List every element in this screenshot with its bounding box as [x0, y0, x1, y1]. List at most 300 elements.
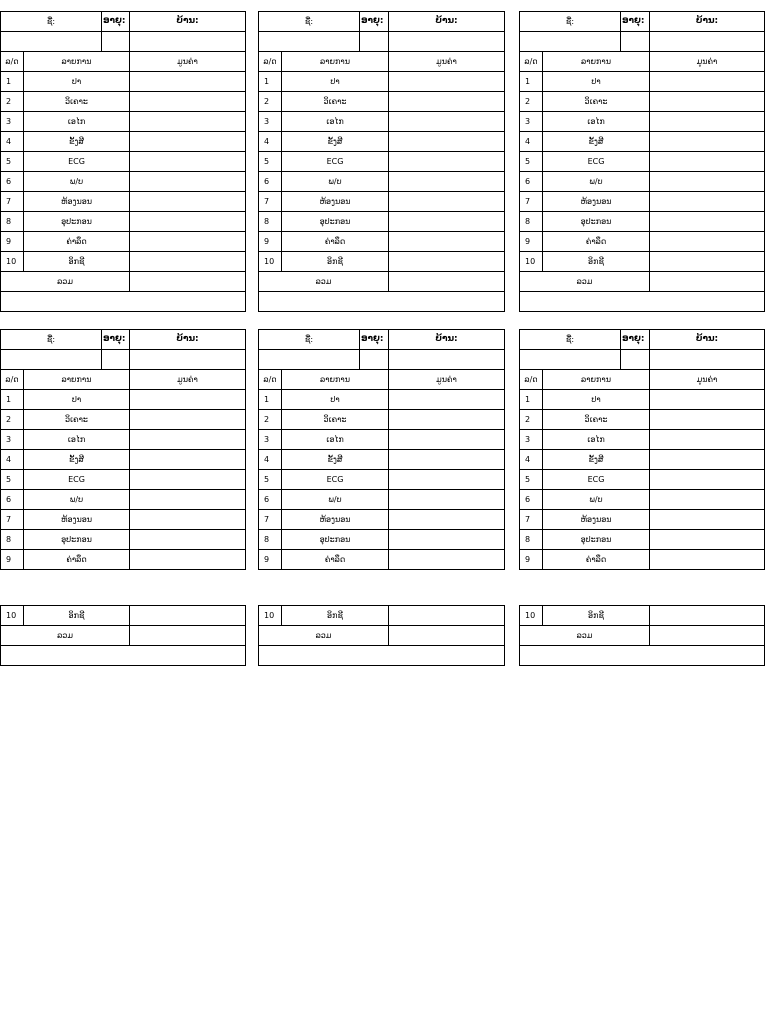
table-row [520, 410, 765, 430]
item-label: ພ/ບ [543, 490, 650, 510]
item-label: ເອໄກ [282, 430, 389, 450]
item-label: ວິເຄາະ [282, 410, 389, 430]
item-number: 10 [1, 252, 24, 272]
footer-blank [520, 292, 765, 312]
table-row [520, 152, 765, 172]
age-value [621, 32, 650, 52]
item-label: ECG [24, 470, 130, 490]
item-number: 1 [520, 390, 543, 410]
column-header-row [520, 370, 765, 390]
footer-blank-row [1, 646, 246, 666]
item-number: 1 [1, 72, 24, 92]
item-label: ECG [543, 470, 650, 490]
name-value [259, 350, 360, 370]
item-number: 5 [259, 470, 282, 490]
column-item: ລາຍການ [543, 370, 650, 390]
table-row [1, 470, 246, 490]
table-row [520, 252, 765, 272]
table-row [1, 212, 246, 232]
item-label: ວິເຄາະ [282, 92, 389, 112]
total-row [259, 272, 505, 292]
item-value [650, 152, 765, 172]
item-value [389, 410, 505, 430]
item-number: 2 [520, 410, 543, 430]
footer-blank [259, 292, 505, 312]
item-label: ຄ່າລຶດ [282, 550, 389, 570]
total-label: ລວມ [259, 272, 389, 292]
item-label: ເອໄກ [24, 430, 130, 450]
item-label: ເອໄກ [282, 112, 389, 132]
item-value [130, 530, 246, 550]
column-value: ມູນຄ່າ [389, 52, 505, 72]
column-item: ລາຍການ [24, 370, 130, 390]
column-no: ລ/ດ [1, 370, 24, 390]
table-row [259, 510, 505, 530]
item-value [650, 212, 765, 232]
column-header-row [259, 52, 505, 72]
receipt-form-5-continued [258, 605, 505, 666]
item-number: 4 [520, 132, 543, 152]
item-value [130, 410, 246, 430]
item-number: 8 [259, 530, 282, 550]
table-row [259, 490, 505, 510]
item-number: 9 [520, 232, 543, 252]
footer-blank [1, 292, 246, 312]
item-label: ຄ່າລຶດ [543, 550, 650, 570]
item-label: ວິເຄາະ [24, 410, 130, 430]
header-value-row [1, 32, 246, 52]
item-label: ECG [282, 470, 389, 490]
form-body [259, 12, 505, 312]
total-row [1, 272, 246, 292]
table-row [1, 112, 246, 132]
receipt-form-4 [0, 329, 246, 570]
item-number: 8 [520, 530, 543, 550]
item-label: ພ/ບ [282, 490, 389, 510]
item-value [130, 490, 246, 510]
item-number: 7 [520, 192, 543, 212]
item-value [130, 606, 246, 626]
age-label: ອາຍຸ: [360, 12, 389, 32]
item-value [130, 510, 246, 530]
item-value [650, 172, 765, 192]
item-label: ອຸປະກອນ [24, 212, 130, 232]
item-value [389, 390, 505, 410]
table-row [259, 112, 505, 132]
item-number: 4 [259, 132, 282, 152]
item-value [650, 510, 765, 530]
age-label: ອາຍຸ: [621, 330, 650, 350]
receipt-form-5 [258, 329, 505, 570]
item-label: ອຸປະກອນ [282, 212, 389, 232]
table-row [520, 490, 765, 510]
footer-blank-row [520, 646, 765, 666]
item-label: ອຸປະກອນ [543, 530, 650, 550]
item-number: 9 [259, 232, 282, 252]
table-row [520, 390, 765, 410]
table-row [520, 132, 765, 152]
table-row [1, 252, 246, 272]
item-number: 8 [520, 212, 543, 232]
item-number: 6 [1, 172, 24, 192]
item-value [389, 606, 505, 626]
item-label: ປາ [543, 72, 650, 92]
village-label: ບ້ານ: [389, 12, 505, 32]
item-value [389, 490, 505, 510]
footer-blank-row [259, 292, 505, 312]
item-value [389, 252, 505, 272]
footer-blank [259, 646, 505, 666]
item-value [389, 550, 505, 570]
item-label: ອິກຊີ [282, 606, 389, 626]
item-value [130, 152, 246, 172]
item-number: 9 [520, 550, 543, 570]
item-label: ອິກຊີ [543, 606, 650, 626]
item-number: 7 [520, 510, 543, 530]
item-number: 1 [259, 390, 282, 410]
item-number: 3 [520, 112, 543, 132]
form-body [520, 12, 765, 312]
item-value [130, 550, 246, 570]
total-value [130, 272, 246, 292]
table-row [520, 192, 765, 212]
header-row [520, 12, 765, 32]
table-row [1, 530, 246, 550]
item-label: ວິເຄາະ [24, 92, 130, 112]
item-value [389, 470, 505, 490]
item-label: ວິເຄາະ [543, 410, 650, 430]
item-value [389, 212, 505, 232]
item-value [389, 450, 505, 470]
item-number: 6 [259, 172, 282, 192]
village-label: ບ້ານ: [650, 12, 765, 32]
name-label: ຊື່: [520, 330, 621, 350]
item-number: 10 [259, 252, 282, 272]
table-row [1, 450, 246, 470]
item-number: 5 [1, 470, 24, 490]
item-number: 9 [1, 232, 24, 252]
item-label: ECG [24, 152, 130, 172]
item-label: ພ/ບ [24, 172, 130, 192]
age-value [360, 350, 389, 370]
item-number: 3 [520, 430, 543, 450]
item-value [650, 252, 765, 272]
footer-blank-row [259, 646, 505, 666]
table-row [259, 192, 505, 212]
item-value [130, 470, 246, 490]
table-row [259, 470, 505, 490]
item-value [650, 72, 765, 92]
item-label: ຂັ້ງສີ [543, 450, 650, 470]
item-number: 5 [1, 152, 24, 172]
table-row [259, 550, 505, 570]
item-number: 6 [520, 172, 543, 192]
item-label: ອຸປະກອນ [543, 212, 650, 232]
total-value [389, 626, 505, 646]
total-value [650, 626, 765, 646]
item-number: 6 [259, 490, 282, 510]
item-number: 10 [520, 252, 543, 272]
item-value [130, 112, 246, 132]
table-row [1, 232, 246, 252]
item-value [650, 410, 765, 430]
header-row [259, 12, 505, 32]
item-label: ພ/ບ [282, 172, 389, 192]
item-number: 5 [259, 152, 282, 172]
item-label: ອິກຊີ [24, 252, 130, 272]
age-label: ອາຍຸ: [102, 330, 130, 350]
item-value [650, 232, 765, 252]
item-value [650, 430, 765, 450]
item-number: 9 [259, 550, 282, 570]
item-number: 3 [259, 430, 282, 450]
item-label: ອຸປະກອນ [24, 530, 130, 550]
item-number: 8 [1, 212, 24, 232]
item-label: ປາ [543, 390, 650, 410]
item-number: 5 [520, 470, 543, 490]
item-label: ອິກຊີ [543, 252, 650, 272]
table-row [520, 172, 765, 192]
item-value [650, 132, 765, 152]
column-item: ລາຍການ [24, 52, 130, 72]
column-item: ລາຍການ [282, 370, 389, 390]
item-label: ຫ້ອງນອນ [282, 510, 389, 530]
item-number: 3 [1, 430, 24, 450]
item-label: ຄ່າລຶດ [24, 232, 130, 252]
item-number: 4 [1, 132, 24, 152]
name-label: ຊື່: [259, 12, 360, 32]
total-value [130, 626, 246, 646]
table-row [259, 92, 505, 112]
form-body [1, 330, 246, 570]
item-label: ອິກຊີ [24, 606, 130, 626]
item-label: ຂັ້ງສີ [24, 132, 130, 152]
item-label: ປາ [24, 390, 130, 410]
village-label: ບ້ານ: [130, 12, 246, 32]
item-number: 4 [1, 450, 24, 470]
item-label: ຄ່າລຶດ [282, 232, 389, 252]
table-row [520, 450, 765, 470]
table-row [259, 410, 505, 430]
village-value [650, 32, 765, 52]
item-label: ຂັ້ງສີ [282, 132, 389, 152]
header-value-row [520, 350, 765, 370]
footer-blank-row [1, 292, 246, 312]
item-value [130, 92, 246, 112]
table-row [520, 530, 765, 550]
column-item: ລາຍການ [543, 52, 650, 72]
item-value [650, 390, 765, 410]
header-row [520, 330, 765, 350]
item-number: 4 [520, 450, 543, 470]
item-label: ເອໄກ [543, 430, 650, 450]
table-row [259, 132, 505, 152]
receipt-form-1 [0, 11, 246, 312]
table-row [520, 470, 765, 490]
column-value: ມູນຄ່າ [650, 52, 765, 72]
item-value [389, 172, 505, 192]
item-label: ຄ່າລຶດ [24, 550, 130, 570]
item-value [130, 192, 246, 212]
item-label: ວິເຄາະ [543, 92, 650, 112]
table-row [259, 152, 505, 172]
item-number: 6 [1, 490, 24, 510]
total-label: ລວມ [1, 626, 130, 646]
item-value [650, 606, 765, 626]
total-row [1, 626, 246, 646]
table-row [259, 212, 505, 232]
column-value: ມູນຄ່າ [650, 370, 765, 390]
item-label: ປາ [282, 72, 389, 92]
column-header-row [259, 370, 505, 390]
column-no: ລ/ດ [259, 52, 282, 72]
table-row [1, 92, 246, 112]
table-row [1, 410, 246, 430]
item-number: 3 [259, 112, 282, 132]
village-value [130, 32, 246, 52]
item-value [389, 92, 505, 112]
item-value [130, 132, 246, 152]
column-value: ມູນຄ່າ [130, 52, 246, 72]
item-value [650, 112, 765, 132]
table-row [520, 72, 765, 92]
item-number: 5 [520, 152, 543, 172]
item-number: 7 [259, 192, 282, 212]
name-label: ຊື່: [259, 330, 360, 350]
item-value [130, 72, 246, 92]
village-label: ບ້ານ: [650, 330, 765, 350]
name-value [520, 32, 621, 52]
item-number: 10 [259, 606, 282, 626]
item-label: ເອໄກ [24, 112, 130, 132]
receipt-form-2 [258, 11, 505, 312]
item-label: ພ/ບ [543, 172, 650, 192]
table-row [1, 606, 246, 626]
table-row [520, 92, 765, 112]
total-value [389, 272, 505, 292]
footer-blank [1, 646, 246, 666]
name-value [520, 350, 621, 370]
total-label: ລວມ [520, 626, 650, 646]
table-row [259, 430, 505, 450]
table-row [1, 430, 246, 450]
age-label: ອາຍຸ: [360, 330, 389, 350]
item-value [389, 152, 505, 172]
item-number: 10 [520, 606, 543, 626]
item-value [130, 232, 246, 252]
village-value [130, 350, 246, 370]
item-number: 7 [1, 510, 24, 530]
total-row [520, 272, 765, 292]
item-label: ປາ [24, 72, 130, 92]
item-number: 2 [259, 92, 282, 112]
item-label: ຫ້ອງນອນ [24, 192, 130, 212]
receipt-form-3 [519, 11, 765, 312]
table-row [259, 252, 505, 272]
column-header-row [520, 52, 765, 72]
item-label: ECG [543, 152, 650, 172]
item-value [130, 390, 246, 410]
table-row [520, 212, 765, 232]
name-value [1, 32, 102, 52]
item-label: ເອໄກ [543, 112, 650, 132]
item-value [389, 112, 505, 132]
footer-blank-row [520, 292, 765, 312]
table-row [1, 490, 246, 510]
item-number: 7 [1, 192, 24, 212]
form-body [1, 12, 246, 312]
item-label: ຫ້ອງນອນ [24, 510, 130, 530]
item-value [389, 530, 505, 550]
receipt-form-4-continued [0, 605, 246, 666]
name-label: ຊື່: [520, 12, 621, 32]
item-number: 8 [259, 212, 282, 232]
table-row [1, 72, 246, 92]
village-value [650, 350, 765, 370]
form-body [520, 606, 765, 666]
table-row [520, 430, 765, 450]
item-label: ອິກຊີ [282, 252, 389, 272]
column-header-row [1, 370, 246, 390]
form-body [1, 606, 246, 666]
item-value [389, 132, 505, 152]
total-label: ລວມ [520, 272, 650, 292]
item-label: ອຸປະກອນ [282, 530, 389, 550]
age-value [102, 32, 130, 52]
age-value [621, 350, 650, 370]
total-row [520, 626, 765, 646]
table-row [520, 112, 765, 132]
item-number: 3 [1, 112, 24, 132]
table-row [259, 232, 505, 252]
table-row [520, 510, 765, 530]
item-label: ຂັ້ງສີ [282, 450, 389, 470]
form-body [259, 330, 505, 570]
age-value [360, 32, 389, 52]
item-label: ຫ້ອງນອນ [543, 192, 650, 212]
table-row [259, 606, 505, 626]
form-body [259, 606, 505, 666]
item-label: ຂັ້ງສີ [543, 132, 650, 152]
table-row [259, 390, 505, 410]
age-label: ອາຍຸ: [621, 12, 650, 32]
item-value [389, 72, 505, 92]
item-number: 1 [1, 390, 24, 410]
header-row [1, 330, 246, 350]
item-number: 2 [520, 92, 543, 112]
item-value [650, 450, 765, 470]
name-label: ຊື່: [1, 12, 102, 32]
total-row [259, 626, 505, 646]
form-body [520, 330, 765, 570]
item-value [130, 172, 246, 192]
table-row [259, 530, 505, 550]
name-value [1, 350, 102, 370]
item-number: 7 [259, 510, 282, 530]
column-header-row [1, 52, 246, 72]
item-value [389, 232, 505, 252]
item-number: 10 [1, 606, 24, 626]
item-value [389, 430, 505, 450]
village-label: ບ້ານ: [130, 330, 246, 350]
header-row [1, 12, 246, 32]
table-row [520, 232, 765, 252]
header-value-row [1, 350, 246, 370]
item-label: ຄ່າລຶດ [543, 232, 650, 252]
table-row [520, 550, 765, 570]
item-number: 2 [1, 410, 24, 430]
table-row [1, 152, 246, 172]
